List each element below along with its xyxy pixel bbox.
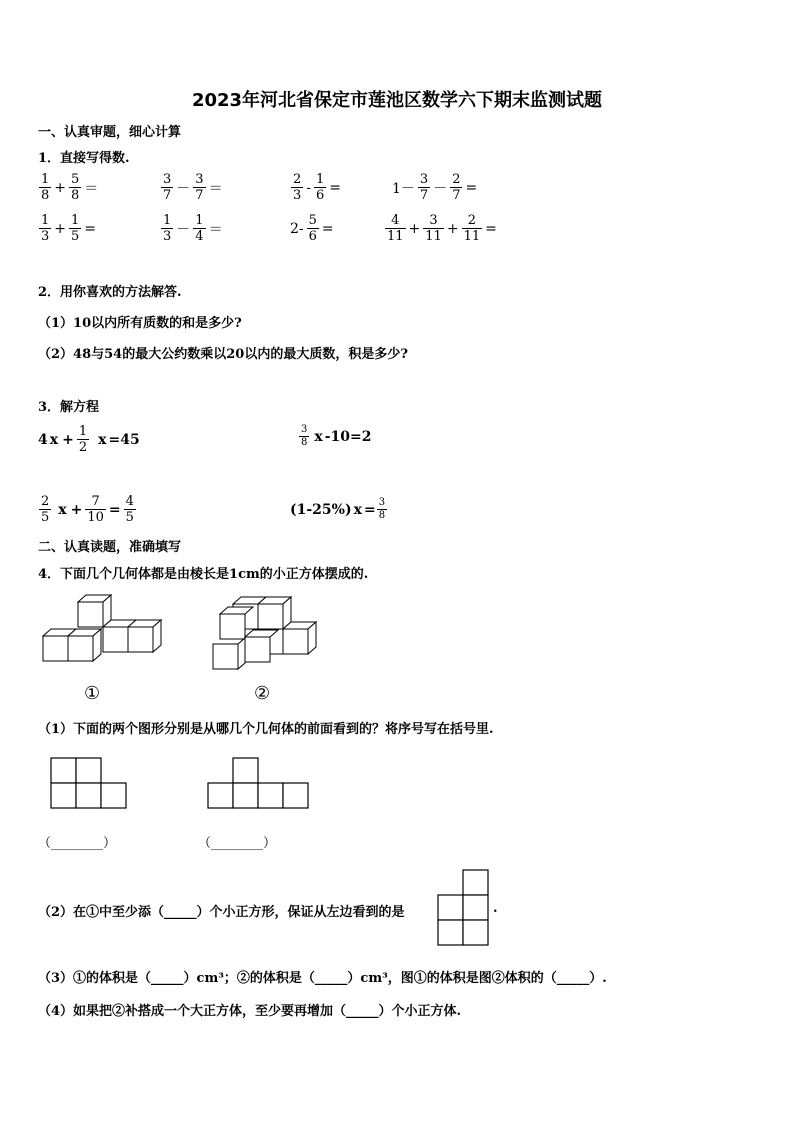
q4-part-1: （1）下面的两个图形分别是从哪几个几何体的前面看到的？将序号写在括号里. bbox=[38, 722, 494, 737]
section-2-heading: 二、认真读题，准确填写 bbox=[38, 540, 182, 555]
q4-part-4: （4）如果把②补搭成一个大正方体，至少要再增加（_____）个小正方体. bbox=[38, 1004, 462, 1019]
q3-equation-4: (1-25%) x = $\frac{3}{8}$ bbox=[290, 497, 386, 521]
q2-part-2: （2）48与54的最大公约数乘以20以内的最大质数，积是多少? bbox=[38, 347, 408, 362]
q1-expr-6: $\frac{1}{3}$ － $\frac{1}{4}$ ＝ bbox=[163, 213, 223, 244]
q1-expr-8: $\frac{4}{11}$ + $\frac{3}{11}$ + $\frac{2}{11}$ = bbox=[387, 213, 497, 244]
q1-expr-7: 2- $\frac{5}{6}$ = bbox=[290, 213, 334, 244]
q4-part-2: （2）在①中至少添（_____）个小正方形，保证从左边看到的是 bbox=[38, 905, 405, 920]
q1-expr-5: $\frac{1}{3}$ + $\frac{1}{5}$ = bbox=[41, 213, 97, 244]
front-view-shape-a bbox=[50, 757, 130, 810]
q3-equation-1: 4 x + $\frac{1}{2}$ x =45 bbox=[38, 424, 140, 455]
solid-figure-1 bbox=[38, 592, 168, 672]
left-view-shape bbox=[437, 869, 491, 948]
q1-expr-4: 1－ $\frac{3}{7}$ － $\frac{2}{7}$ = bbox=[392, 172, 478, 203]
q4-label: 4．下面几个几何体都是由棱长是1cm的小正方体摆成的. bbox=[38, 567, 369, 582]
q4-part-2-end: . bbox=[493, 901, 498, 916]
q3-equation-3: $\frac{2}{5}$ x + $\frac{7}{10}$ = $\frac{4}{5}$ bbox=[41, 494, 134, 525]
answer-blank-2[interactable]: （________） bbox=[198, 836, 277, 851]
figure-1-label: ① bbox=[84, 683, 101, 704]
q1-expr-3: $\frac{2}{3}$ - $\frac{1}{6}$ = bbox=[293, 172, 342, 203]
figure-2-label: ② bbox=[254, 683, 271, 704]
q3-label: 3．解方程 bbox=[38, 400, 100, 415]
answer-blank-1[interactable]: （________） bbox=[38, 836, 117, 851]
q3-equation-2: $\frac{3}{8}$ x -10=2 bbox=[301, 424, 372, 448]
q1-expr-2: $\frac{3}{7}$ － $\frac{3}{7}$ ＝ bbox=[163, 172, 223, 203]
q1-expr-1: $\frac{1}{8}$ + $\frac{5}{8}$ ＝ bbox=[41, 172, 99, 203]
page-title: 2023年河北省保定市莲池区数学六下期末监测试题 bbox=[191, 90, 603, 111]
q1-label: 1．直接写得数. bbox=[38, 151, 130, 166]
section-1-heading: 一、认真审题，细心计算 bbox=[38, 125, 182, 140]
q4-part-3: （3）①的体积是（_____）cm³；②的体积是（_____）cm³，图①的体积是图②体积的（_____）. bbox=[38, 971, 607, 986]
q2-part-1: （1）10以内所有质数的和是多少? bbox=[38, 316, 242, 331]
front-view-shape-b bbox=[207, 757, 313, 810]
solid-figure-2 bbox=[208, 592, 318, 676]
q2-label: 2．用你喜欢的方法解答. bbox=[38, 285, 182, 300]
